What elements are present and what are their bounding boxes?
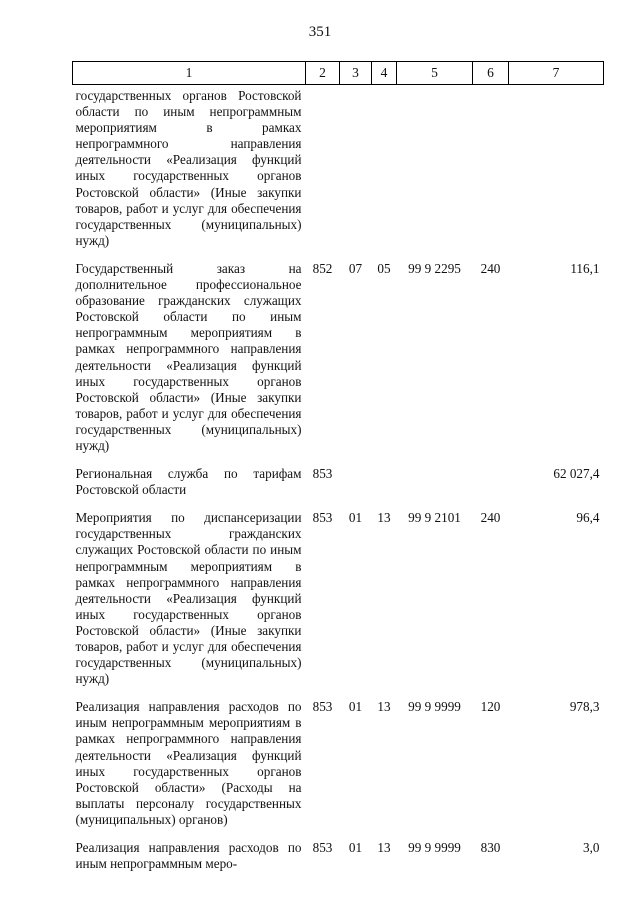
column-header: 1 [73,62,306,85]
table-row [73,506,604,695]
row-section: 01 [348,510,363,526]
row-subsection [372,85,397,257]
column-header: 3 [340,62,372,85]
row-target-article [397,462,473,506]
row-subsection: 13 [377,699,391,715]
row-ministry-code: 853 [312,466,333,482]
row-amount: 116,1 [570,260,600,276]
row-amount: 978,3 [569,699,600,715]
budget-table [72,61,604,880]
page-number: 351 [308,24,332,40]
row-amount: 96,4 [576,510,600,526]
table-row [73,462,604,506]
row-name: Государственный заказ на дополнительное профессиональное образование гражданских служащих Ростовской области по иным непрограммным мероприятиям в рамках непрограммного направления деятельности «Реализация функций иных государственных органов Ростовской области» (Иные закупки товаров, работ и услуг для обеспечения государственных (муниципальных) нужд) [75,260,302,453]
column-header: 7 [509,62,604,85]
row-expense-type [473,85,509,257]
column-header: 4 [372,62,397,85]
row-subsection: 13 [377,510,391,526]
table-row [73,695,604,836]
row-subsection [372,462,397,506]
row-amount: 62 027,4 [553,466,600,482]
row-ministry-code: 852 [312,260,333,276]
row-name: Реализация направления расходов по иным непрограммным меро- [75,840,302,872]
row-subsection: 13 [377,840,391,856]
row-ministry-code [306,85,340,257]
row-target-article [397,85,473,257]
row-name: Региональная служба по тарифам Ростовской области [75,466,302,498]
row-expense-type: 830 [480,840,501,856]
row-expense-type: 240 [480,260,501,276]
row-amount: 3,0 [583,840,600,856]
column-header: 2 [306,62,340,85]
row-section [340,85,372,257]
row-subsection: 05 [377,260,391,276]
table-header-row [73,62,604,85]
row-section: 07 [348,260,363,276]
row-target-article: 99 9 9999 [408,699,461,715]
row-ministry-code: 853 [312,699,333,715]
row-name: Реализация направления расходов по иным непрограммным мероприятиям в рамках непрограммного направления деятельности «Реализация функций иных государственных органов Ростовской области» (Расходы на выплаты персоналу государственных (муниципальных) органов) [75,699,302,827]
row-amount [509,85,604,257]
row-section [340,462,372,506]
row-name: государственных органов Ростовской области по иным непрограммным мероприятиям в рамках непрограммного направления деятельности «Реализация функций иных государственных органов Ростовской области» (Иные закупки товаров, работ и услуг для обеспечения государственных (муниципальных) нужд) [75,88,302,248]
table-row [73,836,604,880]
row-ministry-code: 853 [312,840,333,856]
row-section: 01 [348,699,363,715]
row-target-article: 99 9 9999 [408,840,461,856]
row-target-article: 99 9 2295 [408,260,461,276]
row-target-article: 99 9 2101 [408,510,461,526]
row-expense-type: 240 [480,510,501,526]
column-header: 6 [473,62,509,85]
row-ministry-code: 853 [312,510,333,526]
row-expense-type: 120 [480,699,501,715]
column-header: 5 [397,62,473,85]
row-name: Мероприятия по диспансеризации государственных гражданских служащих Ростовской области по иным непрограммным мероприятиям в рамках непрограммного направления деятельности «Реализация функций иных государственных органов Ростовской области» (Иные закупки товаров, работ и услуг для обеспечения государственных (муниципальных) нужд) [75,510,302,687]
row-expense-type [473,462,509,506]
table-row [73,85,604,257]
row-section: 01 [348,840,363,856]
table-row [73,257,604,462]
